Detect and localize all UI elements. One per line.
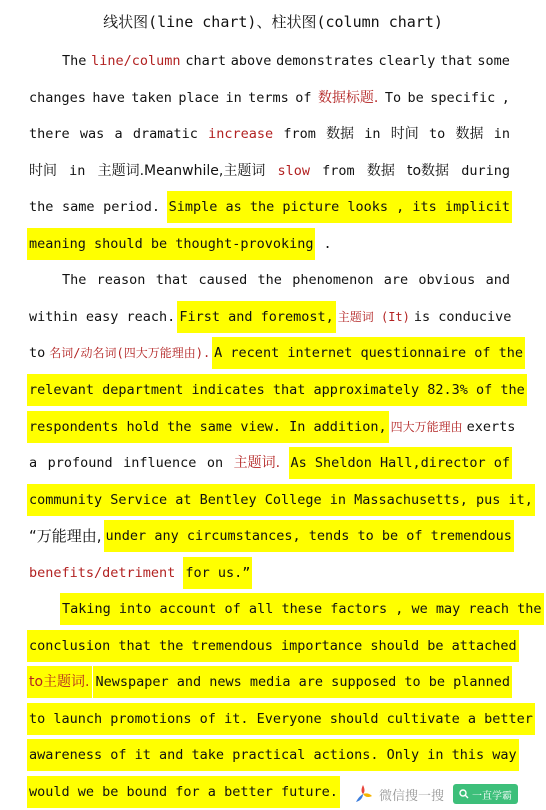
word: .	[323, 235, 332, 252]
word: specific	[430, 89, 496, 106]
highlighted-text: Simple as the picture looks , its implicit	[167, 191, 512, 223]
text-line	[27, 555, 512, 591]
word: a	[114, 126, 123, 143]
text-line	[27, 701, 533, 737]
highlighted-text: awareness of it and take practical actions. Only in this way	[27, 739, 519, 771]
word: some	[477, 53, 510, 69]
word: 数据	[326, 126, 355, 143]
highlighted-text: Taking into account of all these factors , we may reach the	[60, 593, 544, 625]
word: 数据	[366, 162, 395, 179]
placeholder-text: increase	[208, 126, 274, 143]
text-line	[60, 262, 512, 298]
text-line	[27, 628, 517, 664]
word: phenomenon	[292, 272, 374, 289]
word: there	[29, 126, 70, 143]
word: to数据	[407, 162, 450, 179]
word: 时间	[29, 162, 57, 179]
text-line	[27, 226, 512, 262]
word: on	[206, 455, 224, 472]
word: “万能理由,	[29, 527, 102, 546]
placeholder-text: benefits/detriment	[29, 564, 176, 581]
word: obvious	[418, 272, 476, 289]
highlighted-text: Newspaper and news media are supposed to be planned	[93, 666, 512, 698]
word: ,	[501, 89, 510, 106]
word: period.	[103, 199, 160, 216]
text-line	[27, 409, 516, 445]
word: changes	[29, 89, 86, 106]
word: 数据	[455, 126, 484, 143]
word: the	[257, 272, 282, 289]
word: To	[384, 89, 402, 106]
word: have	[92, 89, 125, 106]
text-line	[27, 482, 533, 518]
word: above	[230, 53, 272, 69]
word: is conducive	[413, 308, 512, 325]
word: reason	[96, 272, 146, 289]
text-line	[60, 43, 512, 79]
highlighted-text: community Service at Bentley College in Massachusetts, pus it,	[27, 484, 535, 516]
highlighted-text: meaning should be thought-provoking	[27, 228, 315, 260]
highlighted-text: to launch promotions of it. Everyone should cultivate a better	[27, 703, 535, 735]
word: The	[62, 272, 87, 289]
word: demonstrates	[276, 53, 374, 69]
highlighted-text: First and foremost,	[177, 301, 335, 333]
word: 主题词.Meanwhile,主题词	[97, 162, 266, 179]
word: to	[29, 345, 46, 362]
highlighted-text: would we be bound for a better future.	[27, 776, 340, 808]
text-line	[60, 591, 542, 627]
text-line	[27, 153, 512, 189]
word: The	[62, 53, 87, 69]
word: a	[29, 455, 38, 472]
placeholder-text: 主题词 (It)	[337, 309, 410, 324]
highlighted-text: to主题词.	[27, 666, 92, 698]
word: from	[322, 162, 355, 179]
search-icon	[459, 789, 469, 799]
word: within easy reach.	[29, 308, 176, 325]
word: same	[61, 199, 95, 216]
word: chart	[185, 53, 226, 69]
text-line	[27, 335, 524, 371]
word: dramatic	[132, 126, 198, 143]
highlighted-text: for us.”	[183, 557, 252, 589]
word: 时间	[390, 126, 419, 143]
highlighted-text: As Sheldon Hall,director of	[289, 447, 512, 479]
highlighted-text: relevant department indicates that approximately 82.3% of the	[27, 374, 527, 406]
word: terms	[248, 89, 289, 106]
placeholder-text: slow	[277, 162, 311, 179]
word: from	[283, 126, 316, 143]
placeholder-text: 四大万能理由	[390, 419, 463, 434]
text-line	[27, 664, 512, 700]
word: in	[225, 89, 242, 106]
word: are	[383, 272, 409, 289]
word: in	[493, 126, 510, 143]
word: in	[364, 126, 381, 143]
watermark-badge-text: 一直学霸	[472, 790, 513, 802]
placeholder-text: 名词/动名词(四大万能理由).	[49, 346, 211, 361]
text-line	[27, 116, 512, 152]
text-line	[27, 80, 512, 116]
watermark-badge	[453, 784, 518, 804]
word: during	[461, 162, 510, 179]
word: that	[440, 53, 473, 69]
text-line	[27, 445, 512, 481]
placeholder-text: 数据标题.	[317, 89, 379, 106]
word: exerts	[466, 418, 516, 435]
highlighted-text: under any circumstances, tends to be of tremendous	[104, 520, 514, 552]
page-title: 线状图(line chart)、柱状图(column chart)	[103, 13, 443, 31]
highlighted-text: respondents hold the same view. In addition,	[27, 411, 389, 443]
text-line	[27, 737, 517, 773]
text-line	[27, 189, 512, 225]
word: profound	[47, 455, 113, 472]
word: taken	[131, 89, 172, 106]
word: was	[79, 126, 105, 143]
placeholder-text: line/column	[91, 53, 181, 69]
wechat-search-logo-icon	[352, 783, 374, 805]
text-line	[27, 372, 525, 408]
word: to	[428, 126, 446, 143]
word: influence	[123, 455, 197, 472]
watermark-text: 微信搜一搜	[379, 788, 445, 804]
placeholder-text: 主题词.	[233, 455, 281, 472]
highlighted-text: conclusion that the tremendous importance should be attached	[27, 630, 519, 662]
word: of	[295, 89, 312, 106]
word: clearly	[378, 53, 436, 69]
word: and	[485, 272, 510, 289]
word: caused	[198, 272, 248, 289]
word: be	[407, 89, 424, 106]
word: in	[69, 162, 86, 179]
highlighted-text: A recent internet questionnaire of the	[212, 337, 525, 369]
word: place	[178, 89, 220, 106]
text-line	[27, 299, 512, 335]
text-line	[27, 518, 512, 554]
wechat-search-watermark	[352, 781, 546, 807]
word: the	[29, 199, 54, 216]
word: that	[155, 272, 189, 289]
